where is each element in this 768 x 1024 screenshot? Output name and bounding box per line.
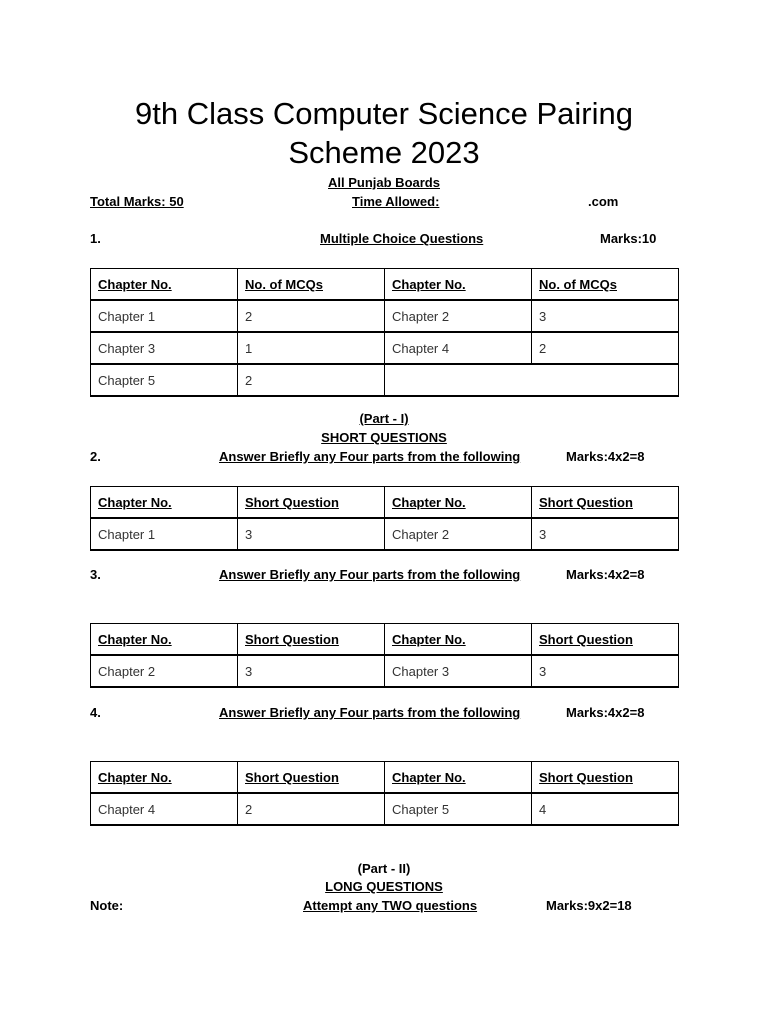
table-cell: 2	[238, 300, 385, 332]
page-title-line2: Scheme 2023	[288, 135, 480, 170]
table-cell: Chapter 2	[385, 518, 532, 550]
section3-number: 3.	[90, 567, 101, 582]
table-row	[91, 364, 679, 396]
header-cell: Chapter No.	[91, 762, 238, 794]
site-name: .com	[588, 194, 619, 209]
header-cell: Chapter No.	[91, 624, 238, 656]
header-cell: Short Question	[238, 624, 385, 656]
table-cell: 3	[532, 518, 679, 550]
part1-label: (Part - I)	[359, 411, 409, 426]
section2-marks: Marks:4x2=8	[566, 449, 645, 464]
table-cell-empty	[385, 364, 679, 396]
table-cell: 4	[532, 793, 679, 825]
short-questions-table-2	[90, 486, 679, 551]
table-cell: 2	[532, 332, 679, 364]
table-cell: Chapter 3	[91, 332, 238, 364]
table-cell: Chapter 1	[91, 300, 238, 332]
table-cell: 3	[532, 655, 679, 687]
section4-number: 4.	[90, 705, 101, 720]
table-cell: 2	[238, 793, 385, 825]
note-label: Note:	[90, 898, 124, 913]
table-cell: Chapter 2	[385, 300, 532, 332]
table-cell: Chapter 4	[385, 332, 532, 364]
section4-heading: Answer Briefly any Four parts from the following	[219, 705, 521, 720]
header-cell: Short Question	[238, 487, 385, 519]
table-header-row	[91, 624, 679, 656]
table-cell: Chapter 5	[91, 364, 238, 396]
table-cell: 3	[532, 300, 679, 332]
header-cell: Chapter No.	[385, 624, 532, 656]
table-cell: 2	[238, 364, 385, 396]
part1-heading: SHORT QUESTIONS	[321, 430, 447, 445]
section1-marks: Marks:10	[600, 231, 657, 246]
table-cell: 3	[238, 518, 385, 550]
mcq-table	[90, 268, 679, 397]
part2-marks: Marks:9x2=18	[546, 898, 632, 913]
table-header-row	[91, 487, 679, 519]
section3-marks: Marks:4x2=8	[566, 567, 645, 582]
table-row	[91, 655, 679, 687]
table-cell: Chapter 3	[385, 655, 532, 687]
header-cell: Chapter No.	[91, 487, 238, 519]
table-cell: Chapter 1	[91, 518, 238, 550]
total-marks: Total Marks: 50	[90, 194, 184, 209]
table-header-row	[91, 762, 679, 794]
section2-heading: Answer Briefly any Four parts from the following	[219, 449, 521, 464]
boards-label: All Punjab Boards	[328, 175, 440, 190]
header-cell: No. of MCQs	[238, 269, 385, 301]
table-row	[91, 793, 679, 825]
section1-heading: Multiple Choice Questions	[320, 231, 484, 246]
time-allowed: Time Allowed:	[352, 194, 440, 209]
page-title-line1: 9th Class Computer Science Pairing	[135, 96, 633, 131]
header-cell: Chapter No.	[385, 762, 532, 794]
section1-number: 1.	[90, 231, 101, 246]
header-cell: Chapter No.	[385, 487, 532, 519]
short-questions-table-4	[90, 761, 679, 826]
header-cell: Short Question	[532, 762, 679, 794]
table-cell: Chapter 4	[91, 793, 238, 825]
header-cell: No. of MCQs	[532, 269, 679, 301]
header-cell: Short Question	[532, 487, 679, 519]
table-row	[91, 332, 679, 364]
header-cell: Chapter No.	[385, 269, 532, 301]
part2-label: (Part - II)	[357, 861, 411, 876]
section4-marks: Marks:4x2=8	[566, 705, 645, 720]
table-cell: 1	[238, 332, 385, 364]
short-questions-table-3	[90, 623, 679, 688]
table-row	[91, 518, 679, 550]
table-cell: 3	[238, 655, 385, 687]
long-questions-instruction: Attempt any TWO questions	[303, 898, 478, 913]
header-cell: Short Question	[238, 762, 385, 794]
section3-heading: Answer Briefly any Four parts from the following	[219, 567, 521, 582]
table-header-row	[91, 269, 679, 301]
table-cell: Chapter 5	[385, 793, 532, 825]
section2-number: 2.	[90, 449, 101, 464]
header-cell: Chapter No.	[91, 269, 238, 301]
header-cell: Short Question	[532, 624, 679, 656]
table-row	[91, 300, 679, 332]
table-cell: Chapter 2	[91, 655, 238, 687]
part2-heading: LONG QUESTIONS	[325, 879, 443, 894]
